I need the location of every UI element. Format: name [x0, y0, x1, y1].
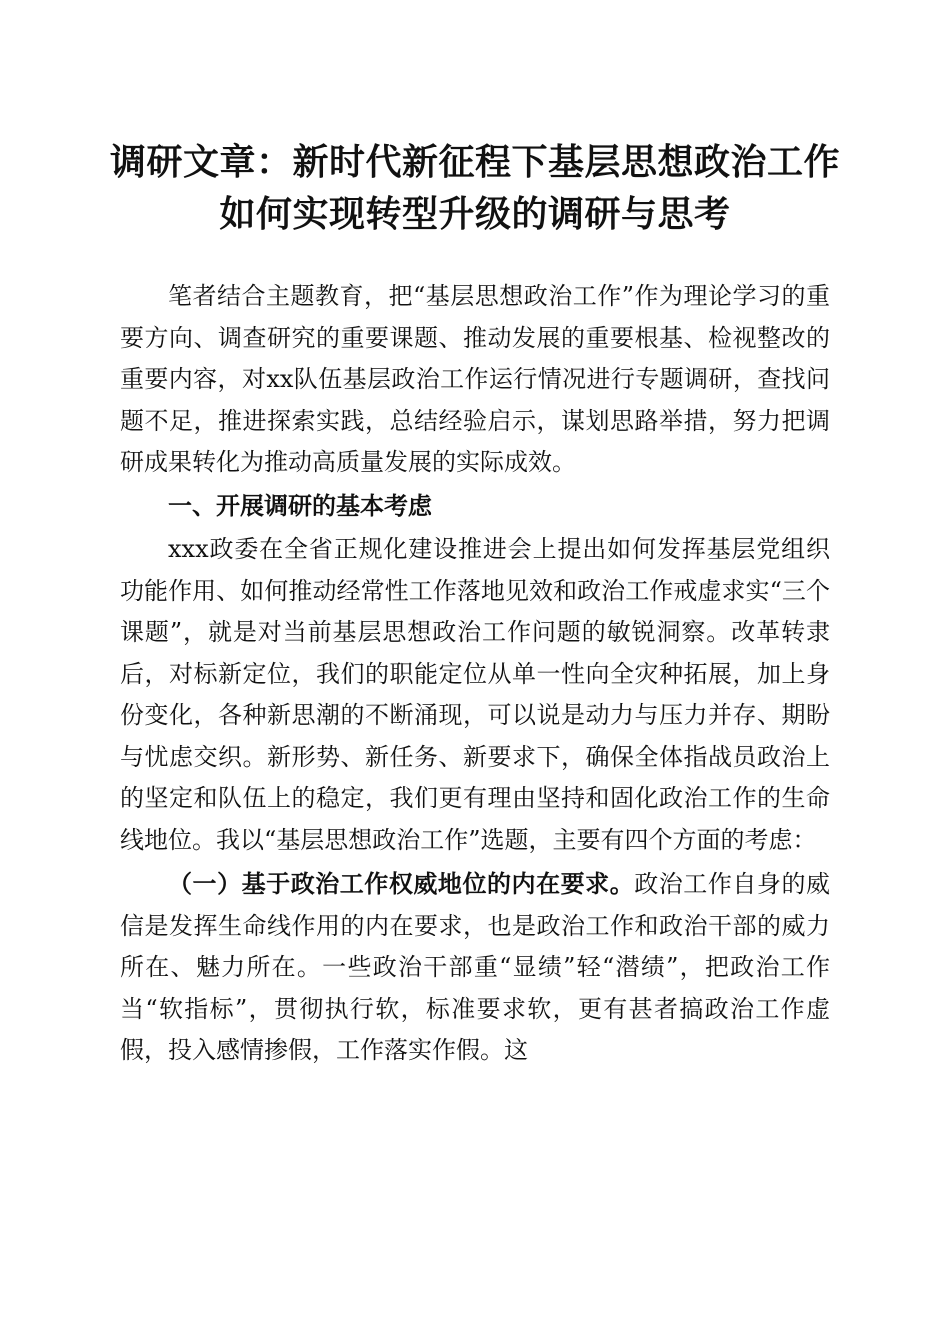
section-1-paragraph: xxx政委在全省正规化建设推进会上提出如何发挥基层党组织功能作用、如何推动经常性工作落地见效和政治工作戒虚求实“三个课题”，就是对当前基层思想政治工作问题的敏锐洞察。改革转隶后，对标新定位，我们的职能定位从单一性向全灾种拓展，加上身份变化，各种新思潮的不断涌现，可以说是动力与压力并存、期盼与忧虑交织。新形势、新任务、新要求下，确保全体指战员政治上的坚定和队伍上的稳定，我们更有理由坚持和固化政治工作的生命线地位。我以“基层思想政治工作”选题，主要有四个方面的考虑： [120, 535, 830, 854]
subsection-1-text: 政治工作自身的威信是发挥生命线作用的内在要求，也是政治工作和政治干部的威力所在、魅力所在。一些政治干部重“显绩”轻“潜绩”，把政治工作当“软指标”，贯彻执行软，标准要求软，更有甚者搞政治工作虚假，投入感情掺假，工作落实作假。这 [120, 870, 831, 1064]
subsection-1-lead: （一）基于政治工作权威地位的内在要求。 [168, 869, 635, 898]
intro-paragraph: 笔者结合主题教育，把“基层思想政治工作”作为理论学习的重要方向、调查研究的重要课题、推动发展的重要根基、检视整改的重要内容，对xx队伍基层政治工作运行情况进行专题调研，查找问题不足，推进探索实践，总结经验启示，谋划思路举措，努力把调研成果转化为推动高质量发展的实际成效。 [120, 282, 830, 476]
section-1-heading: 一、开展调研的基本考虑 [168, 491, 432, 520]
subsection-1-paragraph [120, 863, 830, 1072]
document-title [100, 136, 850, 240]
document-body [120, 276, 830, 1072]
title-line-1: 调研文章：新时代新征程下基层思想政治工作 [109, 141, 840, 183]
title-line-2: 如何实现转型升级的调研与思考 [219, 193, 731, 235]
